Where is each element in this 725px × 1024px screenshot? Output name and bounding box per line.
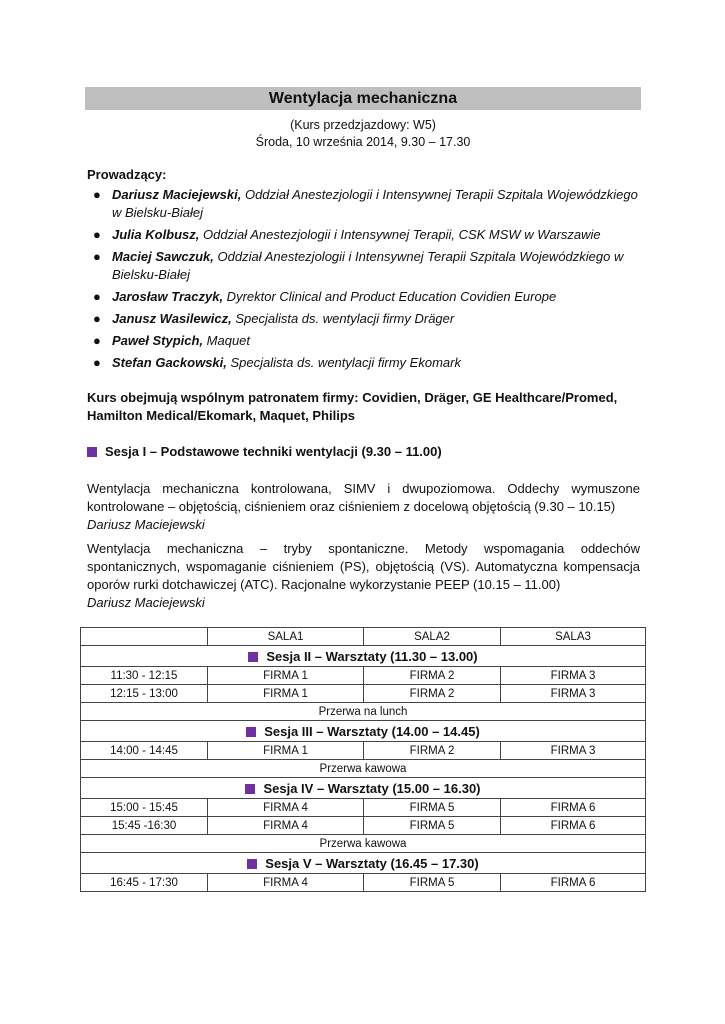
square-bullet-icon xyxy=(248,652,258,662)
list-item xyxy=(87,226,647,244)
list-item xyxy=(87,248,647,284)
lecturer-name: Paweł Stypich, xyxy=(112,333,204,348)
time-cell: 11:30 - 12:15 xyxy=(81,667,208,685)
firm-cell: FIRMA 6 xyxy=(501,817,646,835)
firm-cell: FIRMA 6 xyxy=(501,799,646,817)
lecturer-affiliation: Oddział Anestezjologii i Intensywnej Terapii Szpitala Wojewódzkiego w Bielsku-Białej xyxy=(112,187,638,220)
talk-1 xyxy=(87,480,640,534)
page-title: Wentylacja mechaniczna xyxy=(85,87,641,110)
session3-title: Sesja III – Warsztaty (14.00 – 14.45) xyxy=(264,723,480,739)
talk-1-speaker: Dariusz Maciejewski xyxy=(87,517,205,532)
square-bullet-icon xyxy=(87,447,97,457)
firm-cell: FIRMA 1 xyxy=(208,742,364,760)
bullet-icon: ● xyxy=(93,249,101,264)
break-row xyxy=(81,760,646,778)
course-code: (Kurs przedzjazdowy: W5) xyxy=(290,118,436,132)
lecturer-list xyxy=(87,186,647,376)
time-cell: 12:15 - 13:00 xyxy=(81,685,208,703)
table-row xyxy=(81,874,646,892)
firm-cell: FIRMA 2 xyxy=(364,742,501,760)
session1-title: Sesja I – Podstawowe techniki wentylacji (9.30 – 11.00) xyxy=(105,444,442,459)
firm-cell: FIRMA 4 xyxy=(208,799,364,817)
lecturer-name: Stefan Gackowski, xyxy=(112,355,227,370)
firm-cell: FIRMA 5 xyxy=(364,799,501,817)
firm-cell: FIRMA 3 xyxy=(501,667,646,685)
firm-cell: FIRMA 6 xyxy=(501,874,646,892)
session5-title: Sesja V – Warsztaty (16.45 – 17.30) xyxy=(265,855,479,871)
lecturer-affiliation: Dyrektor Clinical and Product Education Covidien Europe xyxy=(223,289,557,304)
session-heading xyxy=(81,646,646,667)
session-row xyxy=(81,853,646,874)
session-row xyxy=(81,646,646,667)
session2-title: Sesja II – Warsztaty (11.30 – 13.00) xyxy=(266,648,478,664)
firm-cell: FIRMA 1 xyxy=(208,667,364,685)
table-row xyxy=(81,799,646,817)
square-bullet-icon xyxy=(245,784,255,794)
firm-cell: FIRMA 5 xyxy=(364,817,501,835)
time-cell: 14:00 - 14:45 xyxy=(81,742,208,760)
bullet-icon: ● xyxy=(93,187,101,202)
list-item xyxy=(87,186,647,222)
lecturer-name: Maciej Sawczuk, xyxy=(112,249,214,264)
lecturer-affiliation: Specjalista ds. wentylacji firmy Dräger xyxy=(231,311,455,326)
firm-cell: FIRMA 4 xyxy=(208,817,364,835)
session-row xyxy=(81,778,646,799)
list-item xyxy=(87,332,647,350)
firm-cell: FIRMA 2 xyxy=(364,685,501,703)
lecturer-affiliation: Oddział Anestezjologii i Intensywnej Terapii Szpitala Wojewódzkiego w Bielsku-Białej xyxy=(112,249,624,282)
table-row xyxy=(81,742,646,760)
session-row xyxy=(81,721,646,742)
course-date: Środa, 10 września 2014, 9.30 – 17.30 xyxy=(255,135,471,149)
lecturers-label: Prowadzący: xyxy=(87,167,167,182)
break-row xyxy=(81,835,646,853)
bullet-icon: ● xyxy=(93,227,101,242)
table-row xyxy=(81,685,646,703)
firm-cell: FIRMA 3 xyxy=(501,685,646,703)
square-bullet-icon xyxy=(247,859,257,869)
bullet-icon: ● xyxy=(93,355,101,370)
list-item xyxy=(87,288,647,306)
lecturer-name: Dariusz Maciejewski, xyxy=(112,187,242,202)
session-heading xyxy=(81,721,646,742)
talk-2 xyxy=(87,540,640,612)
talk-2-speaker: Dariusz Maciejewski xyxy=(87,595,205,610)
talk-2-text: Wentylacja mechaniczna – tryby spontaniczne. Metody wspomagania oddechów spontanicznych, wspomaganie ciśnieniem (PS), objętością (VS). Automatyczna kompensacja oporów rurki dotchawiczej (ATC). Racjonalne wykorzystanie PEEP (10.15 – 11.00) xyxy=(87,541,640,592)
lecturer-name: Jarosław Traczyk, xyxy=(112,289,224,304)
session4-title: Sesja IV – Warsztaty (15.00 – 16.30) xyxy=(263,780,481,796)
session1-heading xyxy=(87,444,442,459)
bullet-icon: ● xyxy=(93,311,101,326)
room-header: SALA2 xyxy=(364,628,501,646)
coffee-break: Przerwa kawowa xyxy=(81,835,646,853)
patronage-note: Kurs obejmują wspólnym patronatem firmy: Covidien, Dräger, GE Healthcare/Promed, Hamilton Medical/Ekomark, Maquet, Philips xyxy=(87,390,618,423)
coffee-break: Przerwa kawowa xyxy=(81,760,646,778)
lecturer-name: Janusz Wasilewicz, xyxy=(112,311,232,326)
session-heading xyxy=(81,778,646,799)
list-item xyxy=(87,310,647,328)
lecturer-affiliation: Specjalista ds. wentylacji firmy Ekomark xyxy=(226,355,461,370)
time-cell: 15:45 -16:30 xyxy=(81,817,208,835)
time-cell: 16:45 - 17:30 xyxy=(81,874,208,892)
time-header-cell xyxy=(81,628,208,646)
list-item xyxy=(87,354,647,372)
room-header: SALA1 xyxy=(208,628,364,646)
session-heading xyxy=(81,853,646,874)
time-cell: 15:00 - 15:45 xyxy=(81,799,208,817)
lecturer-affiliation: Oddział Anestezjologii i Intensywnej Terapii, CSK MSW w Warszawie xyxy=(199,227,601,242)
workshop-schedule-table xyxy=(80,627,646,892)
room-header: SALA3 xyxy=(501,628,646,646)
lecturer-affiliation: Maquet xyxy=(203,333,251,348)
table-header-row xyxy=(81,628,646,646)
lunch-break: Przerwa na lunch xyxy=(81,703,646,721)
firm-cell: FIRMA 4 xyxy=(208,874,364,892)
square-bullet-icon xyxy=(246,727,256,737)
table-row xyxy=(81,667,646,685)
bullet-icon: ● xyxy=(93,289,101,304)
lecturer-name: Julia Kolbusz, xyxy=(112,227,200,242)
firm-cell: FIRMA 1 xyxy=(208,685,364,703)
talk-1-text: Wentylacja mechaniczna kontrolowana, SIMV i dwupoziomowa. Oddechy wymuszone kontrolowane – objętością, ciśnieniem oraz ciśnieniem z docelową objętością (9.30 – 10.15) xyxy=(87,481,640,514)
firm-cell: FIRMA 2 xyxy=(364,667,501,685)
bullet-icon: ● xyxy=(93,333,101,348)
break-row xyxy=(81,703,646,721)
firm-cell: FIRMA 5 xyxy=(364,874,501,892)
firm-cell: FIRMA 3 xyxy=(501,742,646,760)
table-row xyxy=(81,817,646,835)
